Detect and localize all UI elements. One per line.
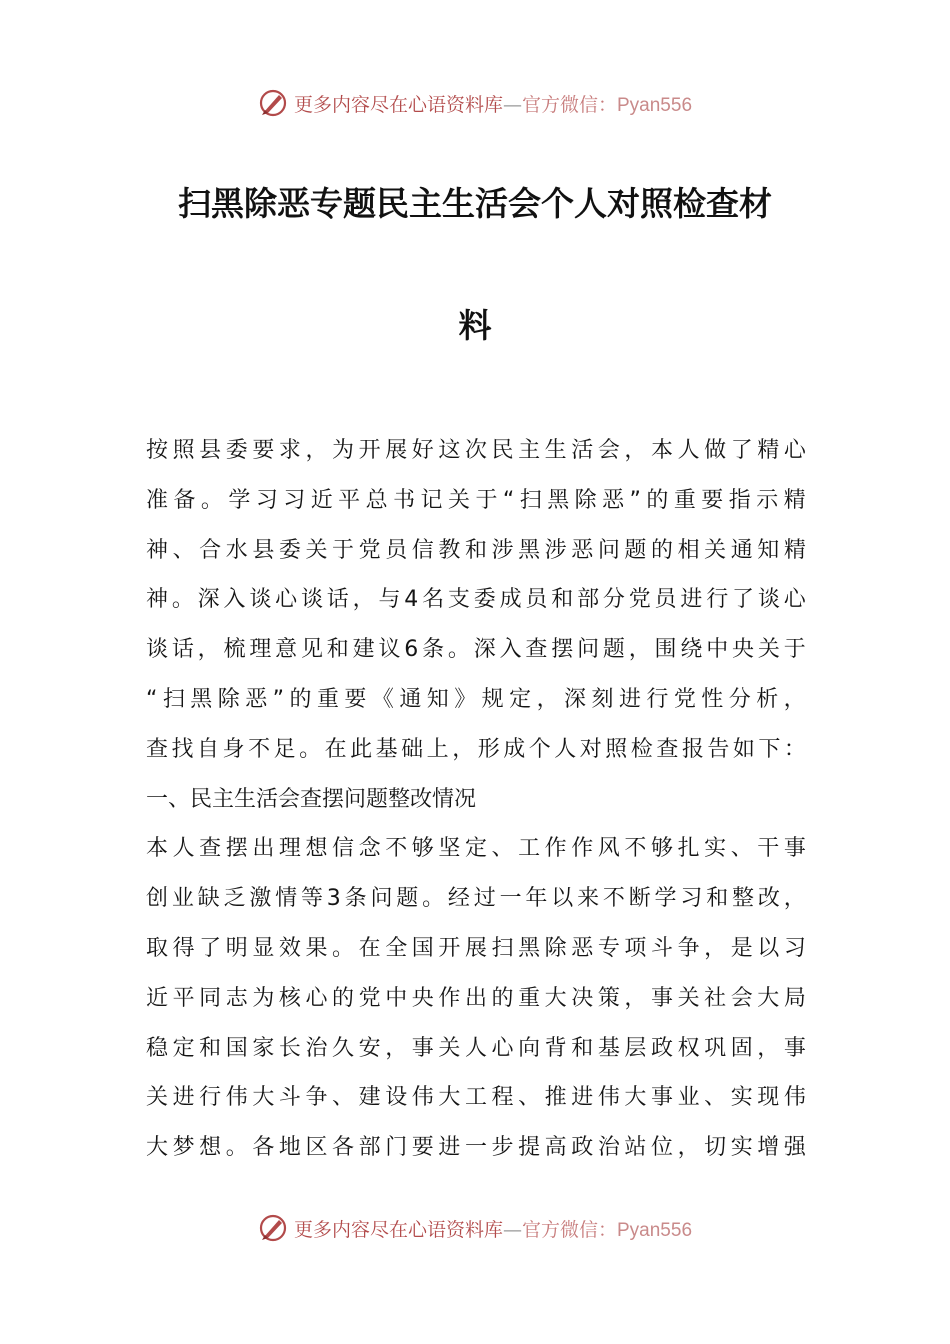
pen-circle-icon xyxy=(258,1213,288,1243)
paragraph-line: 近 平 同 志 为 核 心 的 党 中 央 作 出 的 重 大 决 策 ， 事 关 社 会 大 局 xyxy=(146,985,806,1011)
watermark-label: 官方微信： xyxy=(521,93,617,116)
watermark-label: 官方微信： xyxy=(521,1218,617,1241)
paragraph-line: 创 业 缺 乏 激 情 等 3 条 问 题 。 经 过 一 年 以 来 不 断 学 习 和 整 改 ， xyxy=(146,886,806,912)
paragraph-line: 取 得 了 明 显 效 果 。 在 全 国 开 展 扫 黑 除 恶 专 项 斗 争 ， 是 以 习 xyxy=(146,935,806,961)
paragraph-line: 本 人 查 摆 出 理 想 信 念 不 够 坚 定 、 工 作 作 风 不 够 扎 实 、 干 事 xyxy=(146,836,806,862)
watermark-brand: 更多内容尽在心语资料库 xyxy=(293,93,503,116)
document-title-line1: 扫黑除恶专题民主生活会个人对照检查材 xyxy=(178,184,772,223)
paragraph-line: 准 备 。 学 习 习 近 平 总 书 记 关 于 “ 扫 黑 除 恶 ” 的 重 要 指 示 精 xyxy=(146,487,806,513)
paragraph-line: 神 、 合 水 县 委 关 于 党 员 信 教 和 涉 黑 涉 恶 问 题 的 相 关 通 知 精 xyxy=(146,537,806,563)
watermark-separator: — xyxy=(502,1218,522,1241)
watermark-text xyxy=(294,90,692,117)
paragraph-line: 大 梦 想 。 各 地 区 各 部 门 要 进 一 步 提 高 政 治 站 位 ， 切 实 增 强 xyxy=(146,1135,806,1161)
pen-circle-icon xyxy=(258,88,288,118)
document-body xyxy=(146,426,806,1173)
watermark-code: Pyan556 xyxy=(617,94,693,116)
watermark-separator: — xyxy=(502,93,522,116)
watermark-code: Pyan556 xyxy=(617,1219,693,1241)
paragraph-line: 一、民主生活会查摆问题整改情况 xyxy=(146,786,477,812)
watermark-brand: 更多内容尽在心语资料库 xyxy=(293,1218,503,1241)
paragraph-line: 稳 定 和 国 家 长 治 久 安 ， 事 关 人 心 向 背 和 基 层 政 权 巩 固 ， 事 xyxy=(146,1035,806,1061)
paragraph-line: 关 进 行 伟 大 斗 争 、 建 设 伟 大 工 程 、 推 进 伟 大 事 业 、 实 现 伟 xyxy=(146,1085,806,1111)
watermark-text xyxy=(294,1215,692,1242)
paragraph-line: “ 扫 黑 除 恶 ” 的 重 要 《 通 知 》 规 定 ， 深 刻 进 行 党 性 分 析 ， xyxy=(146,686,806,712)
header-watermark xyxy=(0,85,950,121)
paragraph-line: 谈 话 ， 梳 理 意 见 和 建 议 6 条 。 深 入 查 摆 问 题 ， 围 绕 中 央 关 于 xyxy=(146,637,806,663)
paragraph-line: 神 。 深 入 谈 心 谈 话 ， 与 4 名 支 委 成 员 和 部 分 党 员 进 行 了 谈 心 xyxy=(146,587,806,613)
paragraph-line: 按 照 县 委 要 求 ， 为 开 展 好 这 次 民 主 生 活 会 ， 本 人 做 了 精 心 xyxy=(146,438,806,463)
paragraph-line: 查 找 自 身 不 足 。 在 此 基 础 上 ， 形 成 个 人 对 照 检 查 报 告 如 下 ： xyxy=(146,736,806,762)
footer-watermark xyxy=(0,1210,950,1246)
document-title-line2: 料 xyxy=(458,306,492,345)
